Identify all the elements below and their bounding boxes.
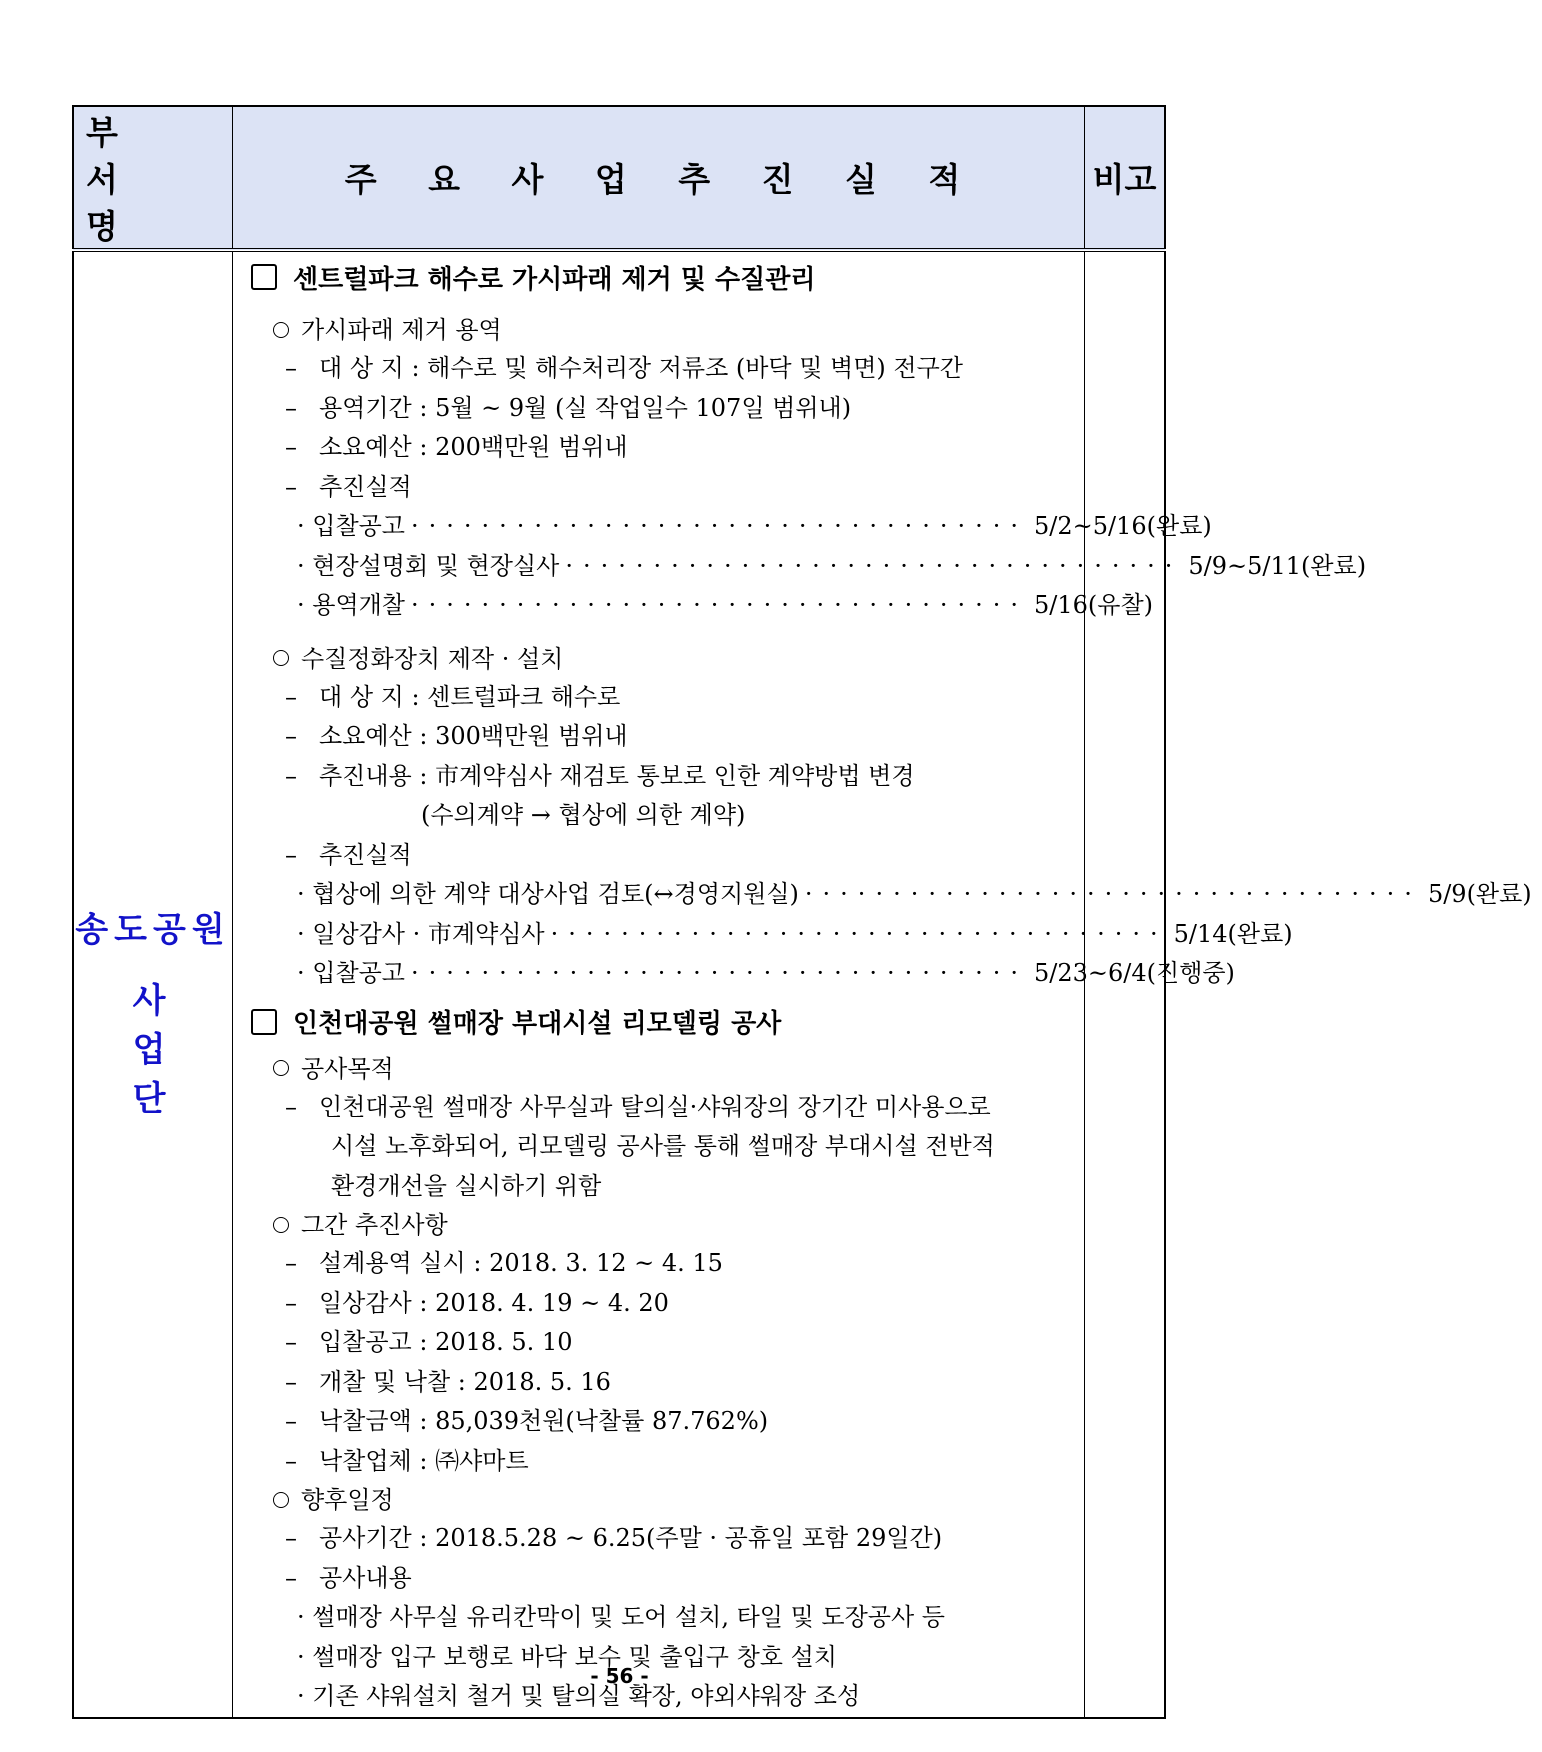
- result-row: · 협상에 의한 계약 대상사업 검토(↔경영지원실) ··································· 5/9(완료): [297, 880, 1532, 908]
- result-row: · 용역개찰 ··································· 5/16(유찰): [297, 591, 1154, 619]
- purpose-title: 공사목적: [251, 1050, 1084, 1088]
- circle-bullet-icon: [273, 1217, 289, 1233]
- sub1-title: 가시파래 제거 용역: [251, 311, 1084, 349]
- content-cell: [233, 250, 1532, 1718]
- list-item: · 썰매장 사무실 유리칸막이 및 도어 설치, 타일 및 도장공사 등: [297, 1603, 945, 1631]
- result-row: · 입찰공고 ··································· 5/2~5/16(완료): [297, 512, 1212, 540]
- circle-bullet-icon: [273, 1060, 289, 1076]
- list-item: · 기존 샤워설치 철거 및 탈의실 확장, 야외샤워장 조성: [297, 1682, 861, 1710]
- list-item: – 낙찰업체 : ㈜샤마트: [251, 1442, 1084, 1482]
- result-row: · 일상감사 · 市계약심사 ··································· 5/14(완료): [297, 919, 1293, 948]
- list-item: – 인천대공원 썰매장 사무실과 탈의실·샤워장의 장기간 미사용으로: [251, 1088, 1084, 1128]
- list-item: – 추진내용 : 市계약심사 재검토 통보로 인한 계약방법 변경: [251, 757, 1084, 797]
- list-item: – 대 상 지 : 센트럴파크 해수로: [251, 678, 1084, 718]
- header-note: 비고: [1085, 106, 1166, 250]
- checkbox-square-icon: [251, 1009, 277, 1035]
- list-item: – 소요예산 : 200백만원 범위내: [251, 428, 1084, 468]
- circle-bullet-icon: [273, 322, 289, 338]
- list-item: – 일상감사 : 2018. 4. 19 ~ 4. 20: [251, 1284, 1084, 1324]
- header-main: 주 요 사 업 추 진 실 적: [233, 106, 1085, 250]
- dept-name-line1: 송도공원: [75, 910, 231, 950]
- list-item: – 공사기간 : 2018.5.28 ~ 6.25(주말 · 공휴일 포함 29일간): [251, 1519, 1084, 1559]
- list-item: – 추진실적: [251, 836, 1084, 876]
- list-item: – 입찰공고 : 2018. 5. 10: [251, 1323, 1084, 1363]
- list-item: – 소요예산 : 300백만원 범위내: [251, 717, 1084, 757]
- list-item: – 추진실적: [251, 468, 1084, 508]
- list-item: – 개찰 및 낙찰 : 2018. 5. 16: [251, 1363, 1084, 1403]
- circle-bullet-icon: [273, 1492, 289, 1508]
- schedule-title: 향후일정: [251, 1481, 1084, 1519]
- dept-name-line2: 사 업 단: [132, 981, 190, 1119]
- list-item-continuation: (수의계약 → 협상에 의한 계약): [421, 801, 746, 829]
- report-table: [72, 105, 1532, 1719]
- list-item: – 공사내용: [251, 1559, 1084, 1599]
- result-row: · 현장설명회 및 현장실사 ··································· 5/9~5/11(완료): [297, 551, 1367, 580]
- page-number: - 56 -: [590, 1664, 649, 1688]
- list-item-continuation: 시설 노후화되어, 리모델링 공사를 통해 썰매장 부대시설 전반적: [331, 1132, 995, 1160]
- body-row: [73, 250, 1165, 1718]
- list-item: – 대 상 지 : 해수로 및 해수처리장 저류조 (바닥 및 벽면) 전구간: [251, 349, 1084, 389]
- list-item: – 용역기간 : 5월 ~ 9월 (실 작업일수 107일 범위내): [251, 389, 1084, 429]
- section2-title: 인천대공원 썰매장 부대시설 리모델링 공사: [251, 1000, 1084, 1044]
- circle-bullet-icon: [273, 650, 289, 666]
- sub2-title: 수질정화장치 제작 · 설치: [251, 640, 1084, 678]
- progress-title: 그간 추진사항: [251, 1206, 1084, 1244]
- list-item: – 낙찰금액 : 85,039천원(낙찰률 87.762%): [251, 1402, 1084, 1442]
- dept-cell: [73, 250, 233, 1718]
- header-row: [73, 106, 1165, 250]
- header-dept: 부 서 명: [73, 106, 233, 250]
- section1-title: 센트럴파크 해수로 가시파래 제거 및 수질관리: [251, 255, 1084, 299]
- list-item: – 설계용역 실시 : 2018. 3. 12 ~ 4. 15: [251, 1244, 1084, 1284]
- result-row: · 입찰공고 ··································· 5/23~6/4(진행중): [297, 959, 1235, 987]
- list-item-continuation: 환경개선을 실시하기 위함: [331, 1171, 602, 1200]
- checkbox-square-icon: [251, 264, 277, 290]
- list-item: · 썰매장 입구 보행로 바닥 보수 및 출입구 창호 설치: [297, 1642, 837, 1671]
